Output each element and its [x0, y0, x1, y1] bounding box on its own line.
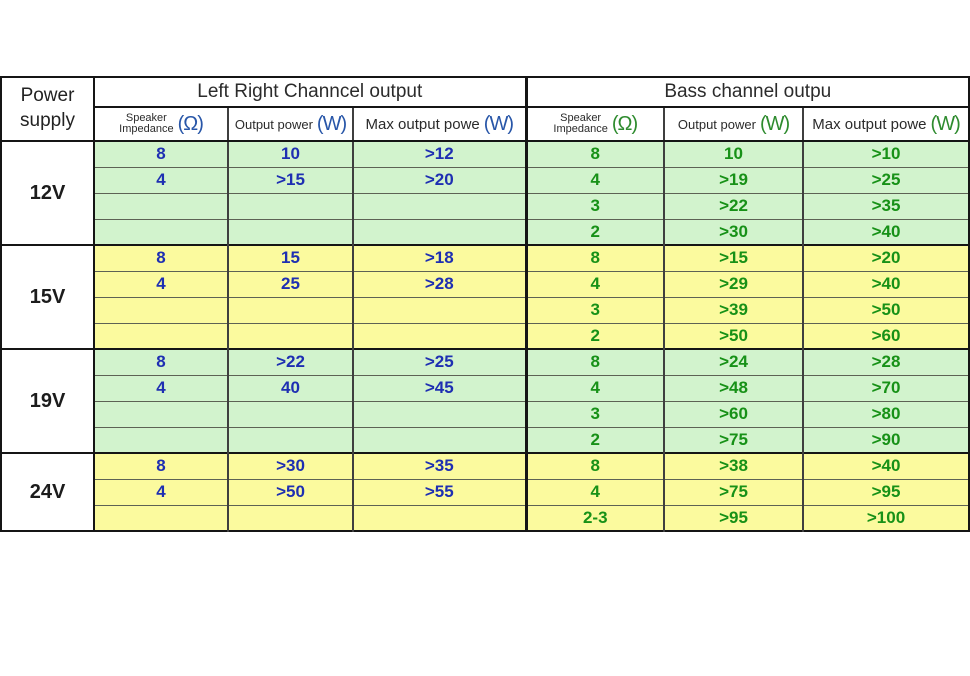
- bass-channel-cell: >40: [803, 271, 969, 297]
- voltage-label-12v: 12V: [1, 141, 94, 245]
- left-channel-cell: [94, 401, 228, 427]
- left-channel-cell: >50: [228, 479, 353, 505]
- bass-channel-cell: >75: [664, 479, 803, 505]
- watt-unit-label: (W): [759, 112, 790, 135]
- bass-channel-cell: >10: [803, 141, 969, 167]
- left-channel-cell: [353, 297, 526, 323]
- left-channel-cell: [94, 219, 228, 245]
- left-channel-cell: >25: [353, 349, 526, 375]
- left-channel-cell: [94, 323, 228, 349]
- bass-channel-cell: >40: [803, 219, 969, 245]
- left-channel-cell: [353, 219, 526, 245]
- left-channel-cell: 8: [94, 453, 228, 479]
- left-channel-cell: [94, 193, 228, 219]
- col-header-lr-speaker-impedance: [94, 107, 228, 141]
- left-channel-cell: >55: [353, 479, 526, 505]
- bass-channel-cell: >60: [803, 323, 969, 349]
- table-header: [1, 77, 969, 141]
- left-channel-cell: 8: [94, 141, 228, 167]
- table-row: [1, 297, 969, 323]
- left-channel-cell: >15: [228, 167, 353, 193]
- power-supply-header: Power supply: [1, 77, 94, 141]
- left-channel-cell: >18: [353, 245, 526, 271]
- bass-channel-cell: 3: [526, 297, 664, 323]
- left-right-channel-header: Left Right Channcel output: [94, 77, 526, 107]
- bass-channel-cell: >39: [664, 297, 803, 323]
- table-row: [1, 167, 969, 193]
- left-channel-cell: 8: [94, 245, 228, 271]
- col-header-lr-max-output: [353, 107, 526, 141]
- bass-channel-cell: >50: [664, 323, 803, 349]
- table-body: [1, 141, 969, 531]
- power-output-table: [0, 76, 970, 532]
- bass-channel-cell: >15: [664, 245, 803, 271]
- left-channel-cell: 8: [94, 349, 228, 375]
- voltage-label-15v: 15V: [1, 245, 94, 349]
- bass-channel-cell: >19: [664, 167, 803, 193]
- impedance-unit-label: (Ω): [177, 112, 203, 135]
- left-channel-cell: [94, 505, 228, 531]
- header-column-row: [1, 107, 969, 141]
- bass-channel-cell: >28: [803, 349, 969, 375]
- voltage-label-24v: 24V: [1, 453, 94, 531]
- left-channel-cell: >22: [228, 349, 353, 375]
- left-channel-cell: [228, 193, 353, 219]
- bass-channel-cell: 3: [526, 401, 664, 427]
- bass-channel-cell: 4: [526, 271, 664, 297]
- col-header-bass-speaker-impedance: [526, 107, 664, 141]
- left-channel-cell: >20: [353, 167, 526, 193]
- left-channel-cell: 4: [94, 375, 228, 401]
- bass-channel-cell: 2: [526, 219, 664, 245]
- bass-channel-cell: >95: [664, 505, 803, 531]
- max-output-label: Max output powe: [365, 115, 480, 133]
- left-channel-cell: 4: [94, 479, 228, 505]
- bass-channel-cell: >60: [664, 401, 803, 427]
- bass-channel-cell: >50: [803, 297, 969, 323]
- left-channel-cell: >12: [353, 141, 526, 167]
- speaker-impedance-label: Speaker Impedance: [119, 112, 174, 135]
- table-row: [1, 245, 969, 271]
- bass-channel-cell: >40: [803, 453, 969, 479]
- bass-channel-cell: >48: [664, 375, 803, 401]
- left-channel-cell: [228, 427, 353, 453]
- bass-channel-cell: 3: [526, 193, 664, 219]
- table-row: [1, 323, 969, 349]
- left-channel-cell: [353, 193, 526, 219]
- left-channel-cell: >35: [353, 453, 526, 479]
- bass-channel-cell: 2: [526, 323, 664, 349]
- speaker-impedance-label: Speaker Impedance: [553, 112, 608, 135]
- col-header-bass-max-output: [803, 107, 969, 141]
- table-row: [1, 479, 969, 505]
- table-row: [1, 141, 969, 167]
- watt-unit-label: (W): [930, 112, 960, 135]
- table-row: [1, 219, 969, 245]
- bass-channel-cell: >25: [803, 167, 969, 193]
- voltage-label-19v: 19V: [1, 349, 94, 453]
- left-channel-cell: [94, 427, 228, 453]
- bass-channel-cell: >90: [803, 427, 969, 453]
- bass-channel-cell: 10: [664, 141, 803, 167]
- bass-channel-cell: >75: [664, 427, 803, 453]
- table-row: [1, 271, 969, 297]
- output-power-label: Output power: [677, 116, 756, 132]
- watt-unit-label: (W): [483, 112, 513, 135]
- bass-channel-cell: 8: [526, 349, 664, 375]
- table-row: [1, 427, 969, 453]
- left-channel-cell: [353, 427, 526, 453]
- bass-channel-cell: >30: [664, 219, 803, 245]
- col-header-lr-output-power: [228, 107, 353, 141]
- output-power-label: Output power: [234, 116, 313, 132]
- left-channel-cell: [228, 505, 353, 531]
- left-channel-cell: 10: [228, 141, 353, 167]
- table-row: [1, 193, 969, 219]
- col-header-bass-output-power: [664, 107, 803, 141]
- left-channel-cell: [228, 401, 353, 427]
- bass-channel-cell: 4: [526, 167, 664, 193]
- bass-channel-cell: >38: [664, 453, 803, 479]
- left-channel-cell: [94, 297, 228, 323]
- bass-channel-cell: 4: [526, 375, 664, 401]
- max-output-label: Max output powe: [812, 115, 927, 133]
- bass-channel-cell: 8: [526, 453, 664, 479]
- left-channel-cell: 15: [228, 245, 353, 271]
- impedance-unit-label: (Ω): [611, 112, 638, 135]
- left-channel-cell: [228, 323, 353, 349]
- bass-channel-cell: >95: [803, 479, 969, 505]
- bass-channel-cell: >35: [803, 193, 969, 219]
- bass-channel-cell: >20: [803, 245, 969, 271]
- bass-channel-cell: 8: [526, 245, 664, 271]
- bass-channel-cell: >70: [803, 375, 969, 401]
- left-channel-cell: [228, 219, 353, 245]
- left-channel-cell: 25: [228, 271, 353, 297]
- bass-channel-cell: >24: [664, 349, 803, 375]
- bass-channel-cell: >80: [803, 401, 969, 427]
- bass-channel-cell: 2-3: [526, 505, 664, 531]
- table-row: [1, 375, 969, 401]
- bass-channel-cell: 4: [526, 479, 664, 505]
- bass-channel-cell: >100: [803, 505, 969, 531]
- watt-unit-label: (W): [316, 112, 347, 135]
- left-channel-cell: 4: [94, 271, 228, 297]
- table-row: [1, 505, 969, 531]
- table-row: [1, 401, 969, 427]
- table-row: [1, 349, 969, 375]
- left-channel-cell: [353, 401, 526, 427]
- left-channel-cell: [228, 297, 353, 323]
- left-channel-cell: 4: [94, 167, 228, 193]
- bass-channel-cell: 8: [526, 141, 664, 167]
- left-channel-cell: >30: [228, 453, 353, 479]
- left-channel-cell: [353, 323, 526, 349]
- bass-channel-cell: >29: [664, 271, 803, 297]
- header-group-row: [1, 77, 969, 107]
- left-channel-cell: [353, 505, 526, 531]
- bass-channel-cell: 2: [526, 427, 664, 453]
- bass-channel-header: Bass channel outpu: [526, 77, 969, 107]
- left-channel-cell: >28: [353, 271, 526, 297]
- left-channel-cell: 40: [228, 375, 353, 401]
- table-row: [1, 453, 969, 479]
- left-channel-cell: >45: [353, 375, 526, 401]
- bass-channel-cell: >22: [664, 193, 803, 219]
